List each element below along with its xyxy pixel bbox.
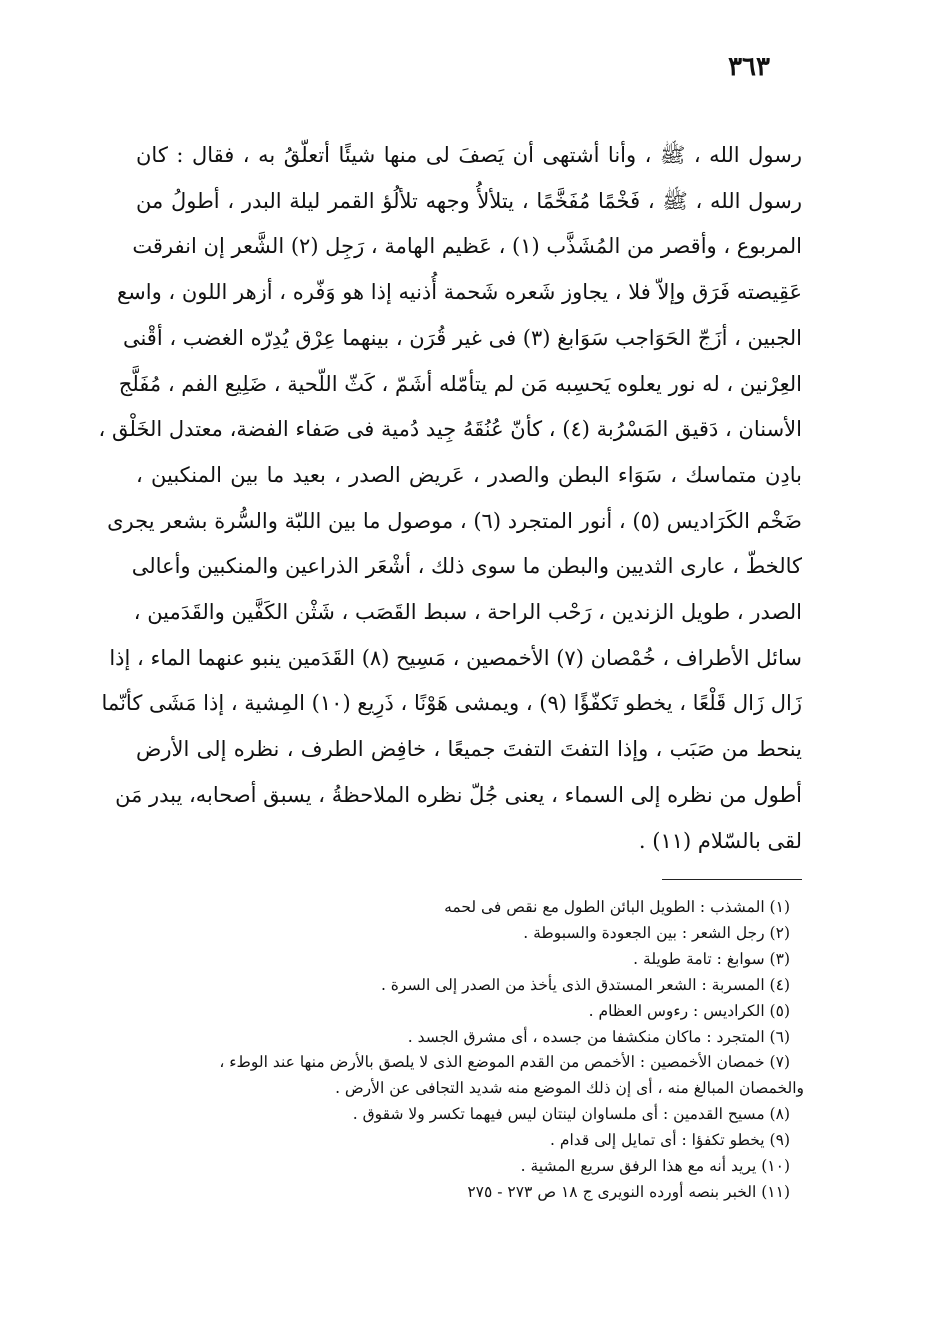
footnote: (٢) رجل الشعر : بين الجعودة والسبوطة . — [523, 923, 790, 942]
body-line: أطول من نظره إلى السماء ، يعنى جُلّ نظره الملاحظةُ ، يسبق أصحابه، يبدر مَن — [115, 782, 802, 807]
body-line: عَقِيصته فَرَق وإلاّ فلا ، يجاوز شَعره شَحمة أُذنيه إذا هو وَفّره ، أزهر اللون ، واسع — [116, 280, 802, 305]
footnote-divider — [662, 879, 802, 880]
footnote-continuation: والخمصان المبالغ منه ، أى إن ذلك الموضع منه شديد التجافى عن الأرض . — [335, 1079, 804, 1098]
footnote: (٣) سوابغ : تامة طويلة . — [633, 949, 790, 968]
body-line: المربوع ، وأقصر من المُشَذَّب (١) ، عَظيم الهامة ، رَجِل (٢) الشَّعر إن انفرقت — [132, 234, 802, 259]
footnote: (٩) يخطو تكفؤا : أى تمايل إلى قدام . — [550, 1131, 790, 1150]
body-line: بادِن متماسك ، سَوَاء البطن والصدر ، عَريض الصدر ، بعيد ما بين المنكبين ، — [136, 462, 802, 487]
body-line: الأسنان ، دَقيق المَسْرُبة (٤) ، كأنّ عُنُقَهُ جِيد دُمية فى صَفاء الفضة، معتدل الخَلْق ، — [98, 417, 802, 442]
footnote: (١) المشذب : الطويل البائن الطول مع نقص فى لحمه — [444, 898, 790, 916]
footnote: (٦) المتجرد : ماكان منكشفا من جسده ، أى مشرق الجسد . — [407, 1027, 790, 1046]
body-line: ينحط من صَبَب ، وإذا التفتَ التفتَ جميعًا ، خافِض الطرف ، نظره إلى الأرض — [136, 737, 802, 762]
body-line: كالخطّ ، عارى الثديين والبطن ما سوى ذلك ، أشْعَر الذراعين والمنكبين وأعالى — [131, 554, 802, 579]
body-line: سائل الأطراف ، خُمْصان (٧) الأخمصين ، مَسِيح (٨) القَدَمين ينبو عنهما الماء ، إذا — [109, 645, 802, 670]
body-line: العِرْنين ، له نور يعلوه يَحسِبه مَن لم يتأمّله أشَمّ ، كَثّ اللّحية ، ضَلِيع الفم ، مُفَلَّج — [118, 371, 802, 396]
body-text — [98, 133, 802, 864]
footnotes-list — [120, 895, 804, 1206]
footnote: (٥) الكراديس : رءوس العظام . — [588, 1001, 790, 1020]
footnote: (٤) المسربة : الشعر المستدق الذى يأخذ من الصدر إلى السرة . — [380, 975, 790, 994]
footnote: (١١) الخبر بنصه أورده النويرى ج ١٨ ص ٢٧٣ - ٢٧٥ — [467, 1182, 790, 1201]
footnote: (٧) خمصان الأخمصين : الأخمص من القدم الموضع الذى لا يلصق بالأرض منها عند الوطء ، — [219, 1053, 790, 1072]
body-line: الصدر ، طويل الزندين ، رَحْب الراحة ، سبط القَصَب ، شَثْن الكَفَّين والقَدَمين ، — [133, 600, 802, 625]
body-line: زَال زَال قَلْعًا ، يخطو تَكفّؤًا (٩) ، ويمشى هَوْنًا ، ذَرِيع (١٠) المِشية ، إذا مَشَى كأنّما — [101, 691, 802, 716]
body-line: رسول الله ، ﷺ ، فَخْمًا مُفَخَّمًا ، يتلألأُ وجهه تلألُؤ القمر ليلة البدر ، أطولُ من — [136, 188, 802, 213]
page-number: ٣٦٣ — [728, 52, 770, 82]
body-line: ضَخْم الكَرَاديس (٥) ، أنور المتجرد (٦) ، موصول ما بين اللبّة والسُّرة بشعر يجرى — [107, 508, 802, 533]
footnote: (٨) مسيح القدمين : أى ملساوان لينتان ليس فيهما تكسر ولا شقوق . — [352, 1105, 790, 1124]
body-line: لقى بالسّلام (١١) . — [638, 828, 802, 853]
body-line: رسول الله ، ﷺ ، وأنا أشتهى أن يَصفَ لى منها شيئًا أتعلّقُ به ، فقال : كان — [136, 143, 802, 167]
footnote: (١٠) يريد أنه مع هذا الرفق سريع المشية . — [520, 1157, 790, 1176]
body-line: الجبين ، أزَجّ الحَوَاجب سَوَابغ (٣) فى غير قُرَن ، بينهما عِرْق يُدِرّه الغضب ، أقْنى — [122, 325, 802, 350]
